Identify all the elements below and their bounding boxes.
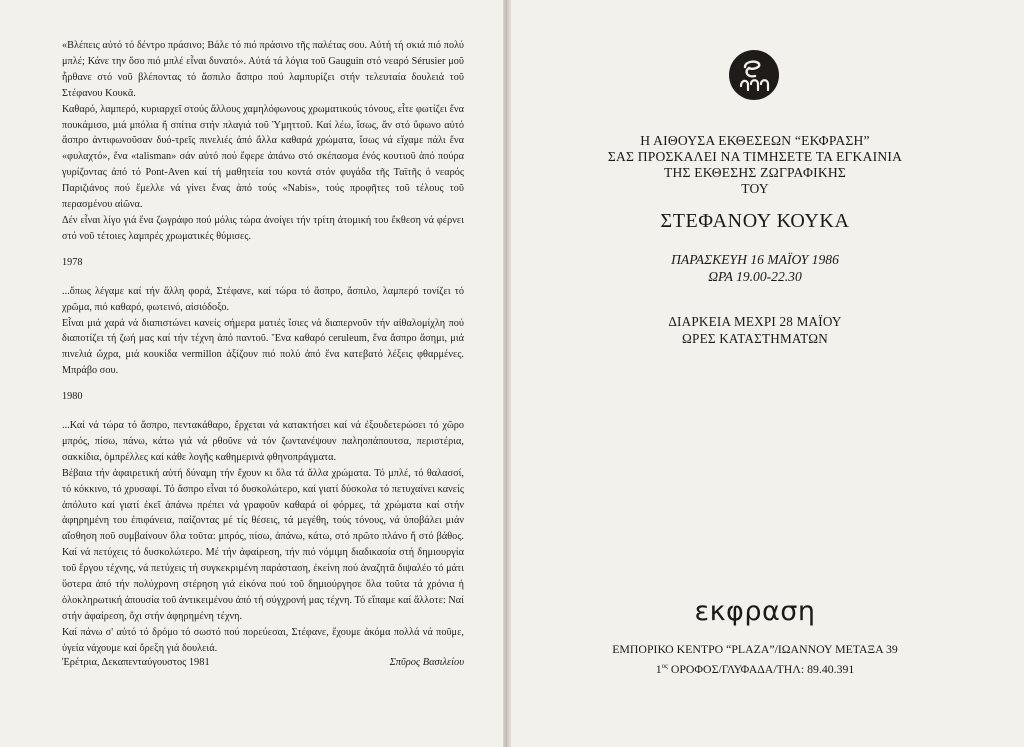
invitation-line: ΤΟΥ [741, 181, 769, 196]
paragraph: «Βλέπεις αὐτό τό δέντρο πράσινο; Βάλε τό πιό πράσινο τῆς παλέτας σου. Αὐτή τή σκιά πιό πολύ μπλέ; Κάνε την ὅσο πιό μπλέ εἶναι δυνατό». Αὐτά τά λόγια τοῦ Gauguin στό νεαρό Sérusier μοῦ ἦρθανε στό νοῦ βλέποντας τό ἄσπιλο ἄσπρο πού λαμπυρίζει στήν τελευταία δουλειά τοῦ Στέφανου Κουκᾶ. [62, 40, 464, 99]
center-fold [503, 0, 511, 747]
right-page [509, 0, 1024, 747]
paragraph: Βέβαια τήν ἀφαιρετική αὐτή δύναμη τήν ἔχουν κι ὅλα τά ἄλλα χρώματα. Τό μπλέ, τό θαλασσί, τό κόκκινο, τό χρυσαφί. Τό ἄσπρο εἶναι τό δυσκολώτερο, καί γιατί δύσκολα τό πετυχαίνει κανείς ἀπόλυτο καί γιατί ἐκεῖ ἀπάνω πρέπει νά γραφοῦν καθαρά οἱ φόρμες, τά χρώματα καί στήν ἀφηρημένη του ἐπιφάνεια, παίζοντας μέ τίς θέσεις, τά μεγέθη, τούς τόνους, νά ὑποβάλει μιάν αἴσθηση ποῦ συμβαίνουν ὅλα τοῦτα: μπρός, πίσω, ἀπάνω, κάτω, στό πρῶτο πλάνο ἤ στό βάθος. Καί νά πετύχεις τό δυσκολώτερο. Μέ τήν ἀφαίρεση, τήν πιό νόμιμη διαδικασία στή δημιουργία τοῦ ἔργου τέχνης, νά πετύχεις τή συγκεκριμένη παράσταση, ἐκείνη πού ἀναζητᾶ διψαλέο τό μάτι ὕστερα ἀπό τήν πολύχρονη στέρηση γιά εἰκόνα πού τοῦ δημιούργησε ὅλα τοῦτα τά χρόνια ἡ ὁλοκληρωτική ἀπουσία τοῦ ἀντικειμένου ἀπό τή σύγχρονή μας τέχνη. Τό εἴπαμε καί ἄλλοτε: Ναί στήν ἀφαίρεση, ὄχι στήν ἀφηρημένη τέχνη. [62, 467, 464, 622]
paragraph: Εἶναι μιά χαρά νά διαπιστώνει κανείς σήμερα ματιές ἴσιες νά διαπερνοῦν τήν αἰθαλομίχλη πού διαποτίζει τή ζωή μας καί τήν τέχνη ἀπό παντοῦ. Ἕνα καθαρό ceruleum, ἕνα ἄσπρο ἄσημι, μιά πινελιά ὤχρα, μιά κουκίδα vermillon ἀξίζουν πιό πολύ ἀπό ἕνα κατεβατό λέξεις φθαρμένες. Μπράβο σου. [62, 317, 464, 377]
paragraph: Καί πάνω σ' αὐτό τό δρόμο τό σωστό πού πορεύεσαι, Στέφανε, ἔχουμε ἀκόμα πολλά νά ποῦμε, ὑγεία νάχουμε καί ὄρεξη γιά δουλειά. [62, 626, 464, 654]
paragraph: Καθαρό, λαμπερό, κυριαρχεῖ στούς ἄλλους χαμηλόφωνους χρωματικούς τόνους, εἶτε φωτίζει ἕνα πουκάμισο, μιά μπόλια ἤ σπίτια στήν πλαγιά τοῦ Ὑμηττοῦ. Καί λέω, ἴσως, ἄν στό ὕφωνο αὐτό ἄσπρο ἀντιφωνοῦσαν δυό-τρεῖς πινελιές ἀπό ἄλλα καθαρά χρώματα, ἴσως νά εἴχαμε πάλι ἕνα «φυλαχτό», ἕνα «talisman» σάν αὐτό πού ἔφερε ἀπάνω στό σκέπασμα ἑνός κουτιοῦ ἀπό πούρα γυρίζοντας ἀπό τό Pont-Aven καί τή μαθητεία του κοντά στόν φυγάδα τῆς Ταϊτῆς ὁ νεαρός Παριζιάνος πού ἔμελλε νά γίνει ἕνας ἀπό τούς «Nabis», τούς προφῆτες τοῦ τέλους τοῦ περασμένου αἰῶνα. [62, 103, 464, 211]
floor-suffix: ος [661, 662, 668, 670]
opening-date: ΠΑΡΑΣΚΕΥΗ 16 ΜΑΪΟΥ 1986 [671, 252, 839, 267]
artist-name: ΣΤΕΦΑΝΟΥ ΚΟΥΚΑ [660, 210, 850, 232]
paragraph: Δέν εἶναι λίγο γιά ἕνα ζωγράφο πού μόλις τώρα ἀνοίγει τήν τρίτη ἀτομική του ἔκθεση νά φέρνει στό νοῦ τέτοιες λαμπρές χρωματικές θύμισες. [62, 214, 464, 242]
paragraph: ...ὅπως λέγαμε καί τήν ἄλλη φορά, Στέφανε, καί τώρα τό ἄσπρο, ἄσπιλο, λαμπερό τονίζει τό χρῶμα, πιό καθαρό, φωτεινό, αἰσιόδοξο. [62, 285, 464, 313]
invitation-text [540, 133, 970, 197]
ekfrasi-monogram-icon [727, 48, 781, 102]
invitation-line: ΤΗΣ ΕΚΘΕΣΗΣ ΖΩΓΡΑΦΙΚΗΣ [663, 165, 847, 180]
duration-info [540, 313, 970, 347]
address-rest: ΟΡΟΦΟΣ/ΓΛΥΦΑΔΑ/ΤΗΛ: 89.40.391 [667, 661, 855, 676]
address-line: ΕΜΠΟΡΙΚΟ ΚΕΝΤΡΟ “PLAZA”/ΙΩΑΝΝΟΥ ΜΕΤΑΞΑ 39 [612, 642, 898, 656]
hours: ΩΡΕΣ ΚΑΤΑΣΤΗΜΑΤΩΝ [682, 331, 828, 346]
critic-text [62, 38, 464, 657]
opening-info [540, 251, 970, 285]
opening-time: ΩΡΑ 19.00-22.30 [708, 269, 802, 284]
duration: ΔΙΑΡΚΕΙΑ ΜΕΧΡΙ 28 ΜΑΪΟΥ [668, 314, 842, 329]
year-label: 1980 [62, 391, 83, 403]
year-label: 1978 [62, 256, 83, 268]
gallery-brand: εκφραση [694, 596, 816, 627]
invitation-line: ΣΑΣ ΠΡΟΣΚΑΛΕΙ ΝΑ ΤΙΜΗΣΕΤΕ ΤΑ ΕΓΚΑΙΝΙΑ [607, 149, 903, 164]
place-date: Ἐρέτρια, Δεκαπενταύγουστος 1981 [62, 657, 210, 668]
address-line [540, 658, 970, 678]
invitation-line: Η ΑΙΘΟΥΣΑ ΕΚΘΕΣΕΩΝ “ΕΚΦΡΑΣΗ” [640, 133, 870, 148]
author-signature: Σπῦρος Βασιλείου [389, 657, 464, 668]
floor-number: 1 [655, 661, 662, 676]
paragraph: ...Καί νά τώρα τό ἄσπρο, πεντακάθαρο, ἔρχεται νά κατακτήσει καί νά ἐξουδετερώσει τό χῶρο μπρός, πίσω, πάνω, κάτω γιά νά ρθοῦνε νά τόν ζωντανέψουν παληοπάπουτσα, περιστέρια, σακκίδια, ὀμπρέλλες καί κάθε λογῆς καθημερινά φθηνοπράγματα. [62, 420, 464, 463]
gallery-address [540, 641, 970, 678]
